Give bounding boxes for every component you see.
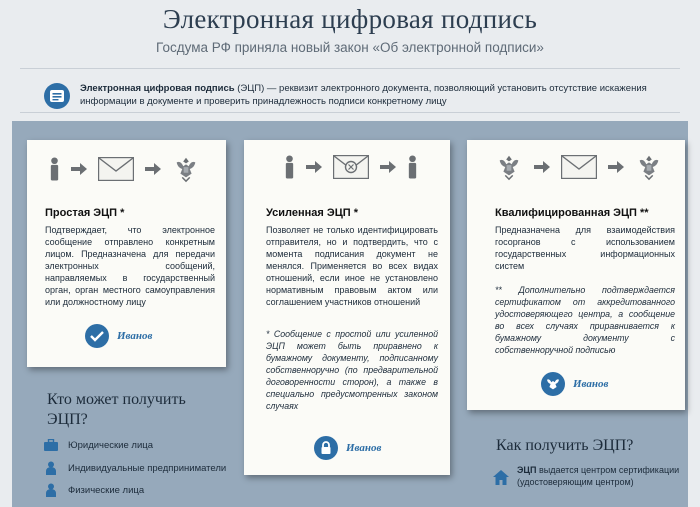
house-icon xyxy=(493,470,509,485)
who-item-label: Юридические лица xyxy=(68,439,153,451)
how-lead: ЭЦП xyxy=(517,465,537,475)
card-qualified xyxy=(467,140,685,410)
header-divider xyxy=(20,68,680,69)
signature-name: Иванов xyxy=(573,378,609,390)
who-item xyxy=(44,439,153,451)
emblem-icon xyxy=(172,155,200,183)
id-card-icon xyxy=(44,83,70,109)
card-enhanced xyxy=(244,140,450,475)
card-simple xyxy=(27,140,226,367)
check-icon xyxy=(85,324,109,348)
page-subtitle: Госдума РФ приняла новый закон «Об электронной подписи» xyxy=(156,40,544,55)
who-heading: Кто может получить ЭЦП? xyxy=(47,391,186,428)
card-enhanced-title: Усиленная ЭЦП * xyxy=(266,207,358,219)
person-icon xyxy=(44,461,58,475)
card-qualified-title: Квалифицированная ЭЦП ** xyxy=(495,207,649,219)
who-item xyxy=(44,461,226,475)
card-simple-title: Простая ЭЦП * xyxy=(45,207,125,219)
emblem-icon xyxy=(495,153,523,181)
card-qualified-signature xyxy=(541,372,608,396)
arrow-right-icon xyxy=(70,163,88,175)
lock-icon xyxy=(314,436,338,460)
card-simple-body: Подтверждает, что электронное сообщение отправлено конкретным лицом. Предназначена для передачи электронных сообщений, направляемых в государственный орган, орган местного самоуправления или должностному лицу xyxy=(45,225,215,307)
arrow-right-icon xyxy=(533,161,551,173)
person-icon xyxy=(44,483,58,497)
card-enhanced-body: Позволяет не только идентифицировать отправителя, но и подтвердить, что с момента подписания документ не менялся. Применяется во всех видах отношений, если иное не установлено нормативным правовым актом или соглашением участников отношений xyxy=(266,225,438,307)
person-icon xyxy=(49,157,60,181)
card-enhanced-flow xyxy=(284,155,418,179)
person-icon xyxy=(407,155,418,179)
page-title: Электронная цифровая подпись xyxy=(162,4,538,34)
who-item-label: Индивидуальные предприниматели xyxy=(68,462,227,474)
arrow-right-icon xyxy=(607,161,625,173)
signature-name: Иванов xyxy=(117,330,153,342)
how-text xyxy=(517,464,683,488)
card-qualified-flow xyxy=(495,153,663,181)
emblem-icon xyxy=(635,153,663,181)
person-icon xyxy=(284,155,295,179)
seal-envelope-icon xyxy=(333,155,369,179)
card-simple-signature xyxy=(85,324,152,348)
arrow-right-icon xyxy=(379,161,397,173)
envelope-icon xyxy=(98,157,134,181)
signature-name: Иванов xyxy=(346,442,382,454)
card-qualified-body: Предназначена для взаимодействия госорганов с использованием государственных информационных систем xyxy=(495,225,675,271)
card-enhanced-signature xyxy=(314,436,381,460)
definition-text xyxy=(80,82,670,108)
how-rest: выдается центром сертификации (удостоверяющим центром) xyxy=(517,465,680,487)
emblem-icon xyxy=(541,372,565,396)
building-icon xyxy=(44,439,58,451)
card-qualified-note: ** Дополнительно подтверждается сертификатом от аккредитованного удостоверяющего центра, а сообщение во всех случаях приравнивается к бумажному документу с собственноручной подписью xyxy=(495,285,675,355)
card-enhanced-note: * Сообщение с простой или усиленной ЭЦП может быть приравнено к бумажному документу, подписанному собственноручно (по предварительной договоренности сторон), а также в специально предусмотренных законом случаях xyxy=(266,329,438,411)
arrow-right-icon xyxy=(305,161,323,173)
how-heading: Как получить ЭЦП? xyxy=(496,437,634,454)
who-item xyxy=(44,483,144,497)
how-item xyxy=(493,464,683,488)
who-item-label: Физические лица xyxy=(68,484,145,496)
card-simple-flow xyxy=(49,155,200,183)
arrow-right-icon xyxy=(144,163,162,175)
envelope-icon xyxy=(561,155,597,179)
definition-term: Электронная цифровая подпись xyxy=(80,83,235,94)
definition-divider xyxy=(20,112,680,113)
definition-rest: (ЭЦП) — реквизит электронного документа, позволяющий установить отсутствие искажения информации в документе и проверить принадлежность подписи конкретному лицу xyxy=(80,83,647,107)
